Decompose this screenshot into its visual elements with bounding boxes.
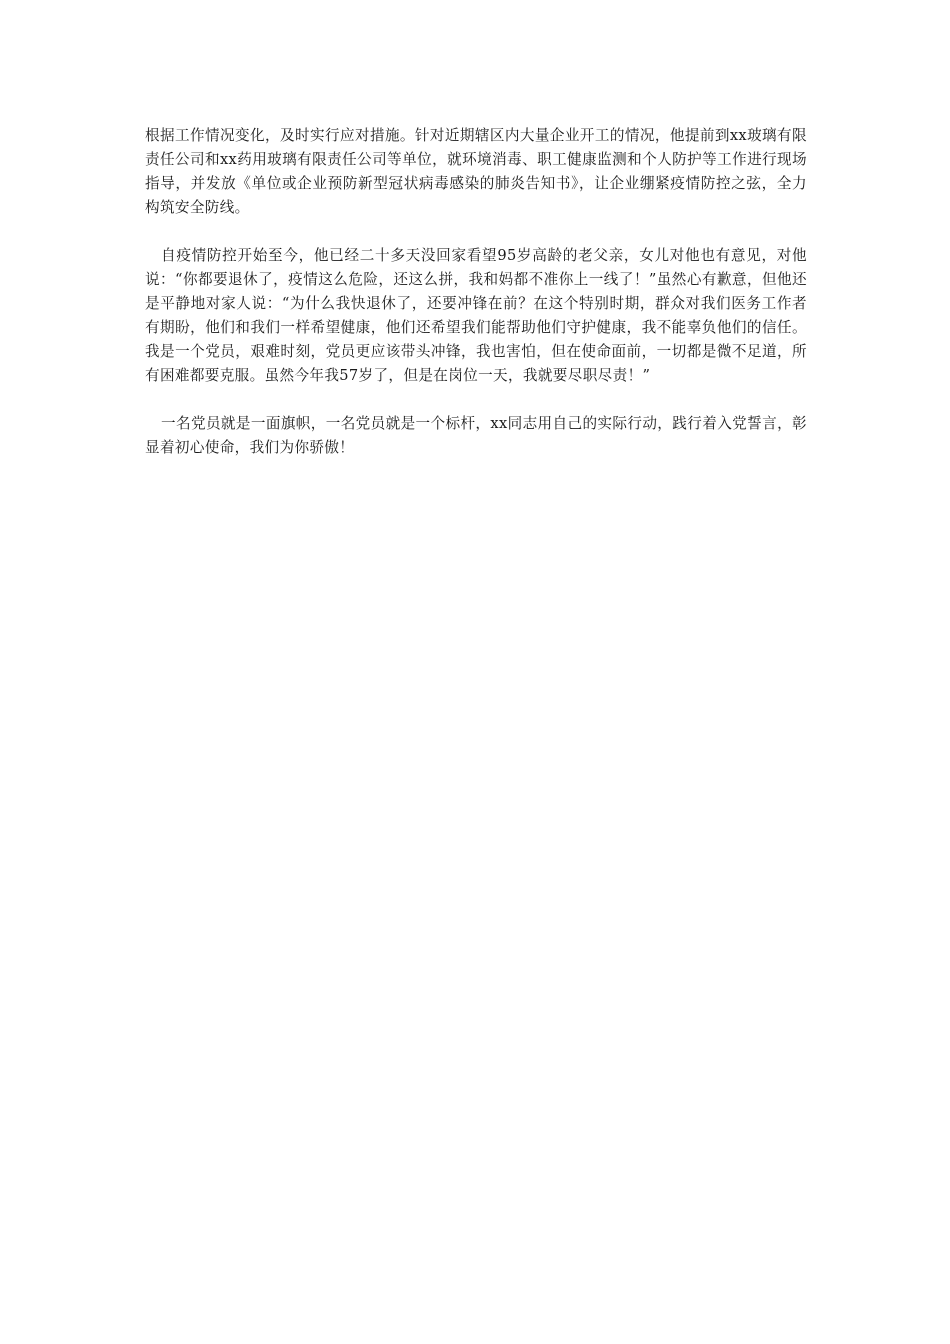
paragraph-3: 一名党员就是一面旗帜，一名党员就是一个标杆，xx同志用自己的实际行动，践行着入党誓言，彰显着初心使命，我们为你骄傲！: [145, 415, 807, 456]
paragraph-2: 自疫情防控开始至今，他已经二十多天没回家看望95岁高龄的老父亲，女儿对他也有意见，对他说：“你都要退休了，疫情这么危险，还这么拼，我和妈都不准你上一线了！”虽然心有歉意，但他还是平静地对家人说：“为什么我快退休了，还要冲锋在前？在这个特别时期，群众对我们医务工作者有期盼，他们和我们一样希望健康，他们还希望我们能帮助他们守护健康，我不能辜负他们的信任。我是一个党员，艰难时刻，党员更应该带头冲锋，我也害怕，但在使命面前，一切都是微不足道，所有困难都要克服。虽然今年我57岁了，但是在岗位一天，我就要尽职尽责！”: [145, 247, 807, 384]
document-body: [145, 124, 807, 484]
paragraph-1: 根据工作情况变化，及时实行应对措施。针对近期辖区内大量企业开工的情况，他提前到xx玻璃有限责任公司和xx药用玻璃有限责任公司等单位，就环境消毒、职工健康监测和个人防护等工作进行现场指导，并发放《单位或企业预防新型冠状病毒感染的肺炎告知书》，让企业绷紧疫情防控之弦，全力构筑安全防线。: [145, 127, 807, 216]
